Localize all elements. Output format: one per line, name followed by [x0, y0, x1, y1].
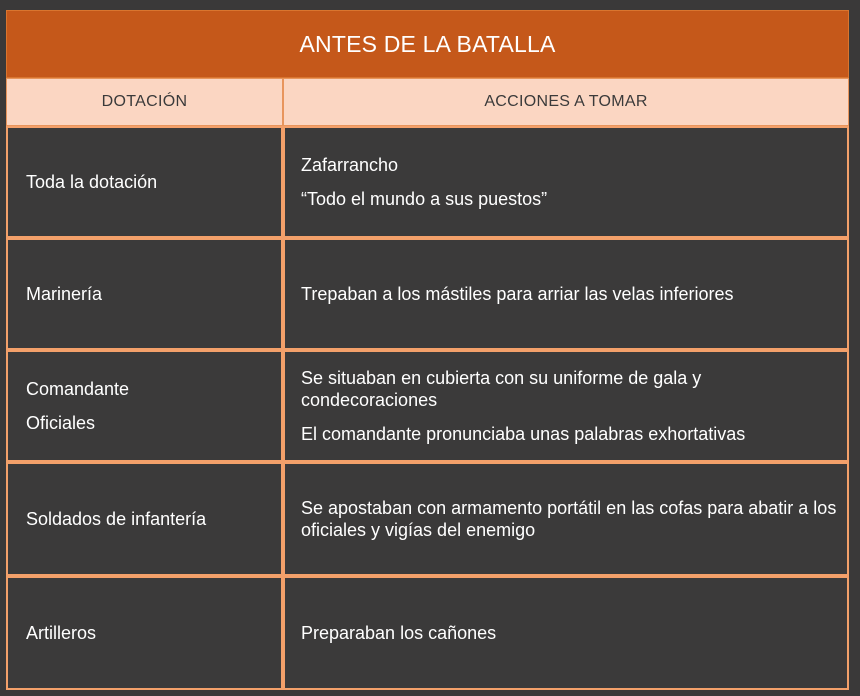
header-crew: DOTACIÓN: [6, 78, 283, 126]
crew-label: Toda la dotación: [26, 172, 158, 192]
table-header-row: [6, 78, 849, 126]
table-row: [6, 126, 849, 238]
crew-cell: [6, 350, 283, 462]
action-text: Preparaban los cañones: [301, 623, 497, 643]
actions-cell: [283, 576, 849, 690]
table-title-text: ANTES DE LA BATALLA: [299, 30, 556, 57]
table-row: [6, 350, 849, 462]
crew-label: Artilleros: [26, 623, 97, 643]
header-actions: ACCIONES A TOMAR: [283, 78, 849, 126]
action-text: Trepaban a los mástiles para arriar las velas inferiores: [301, 284, 734, 304]
crew-label: Soldados de infantería: [26, 509, 207, 529]
table-row: [6, 238, 849, 350]
action-text: Zafarrancho: [301, 155, 399, 175]
table-row: [6, 462, 849, 576]
actions-cell: [283, 126, 849, 238]
action-text: Se apostaban con armamento portátil en las cofas para abatir a los oficiales y vigías del enemigo: [301, 498, 837, 540]
crew-cell: [6, 238, 283, 350]
crew-label: Oficiales: [26, 413, 96, 433]
table-row: [6, 576, 849, 690]
crew-cell: [6, 462, 283, 576]
crew-cell: [6, 126, 283, 238]
crew-cell: [6, 576, 283, 690]
actions-cell: [283, 238, 849, 350]
crew-label: Comandante: [26, 379, 130, 399]
action-text: Se situaban en cubierta con su uniforme de gala y condecoraciones: [301, 368, 702, 410]
table-title: [6, 10, 849, 78]
action-text: El comandante pronunciaba unas palabras exhortativas: [301, 424, 746, 444]
actions-cell: [283, 350, 849, 462]
action-text: “Todo el mundo a sus puestos”: [301, 189, 548, 209]
crew-label: Marinería: [26, 284, 103, 304]
actions-cell: [283, 462, 849, 576]
